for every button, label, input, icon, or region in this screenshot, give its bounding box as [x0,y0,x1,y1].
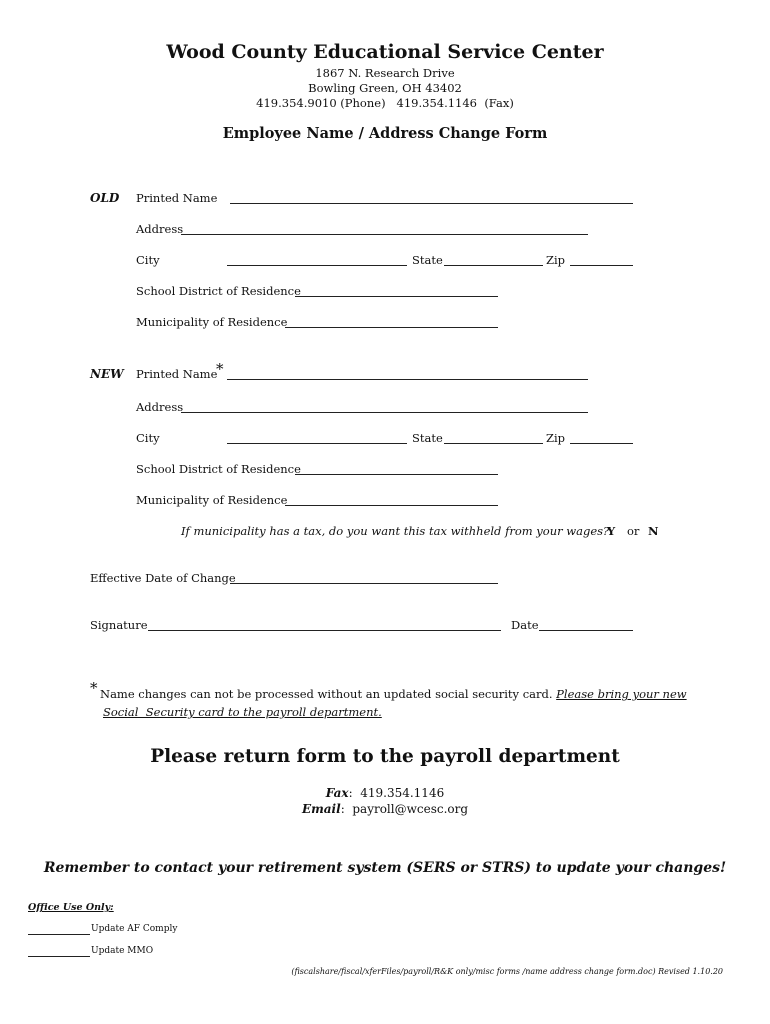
date-label: Date [511,618,539,632]
old-state-field[interactable] [444,265,543,266]
old-municipality-field[interactable] [285,327,498,328]
effective-date-field[interactable] [230,583,498,584]
old-city-field[interactable] [227,265,407,266]
old-school-district-field[interactable] [295,296,498,297]
footer-path: (fiscalshare/fiscal/xferFiles/payroll/R&K only/misc forms /name address change form.doc) Revised 1.10.20 [291,967,723,976]
return-heading: Please return form to the payroll department [150,746,620,767]
new-printed-name-label: Printed Name [136,367,218,381]
new-city-label: City [136,431,160,445]
af-comply-label: Update AF Comply [91,924,178,934]
retirement-reminder: Remember to contact your retirement system (SERS or STRS) to update your changes! [43,860,727,876]
new-municipality-label: Municipality of Residence [136,493,288,507]
new-asterisk: * [216,360,224,378]
note-underlined-2: Social Security card to the payroll department. [103,705,382,719]
mmo-field[interactable] [28,956,90,957]
new-address-label: Address [136,400,184,414]
af-comply-field[interactable] [28,934,90,935]
address-line-1: 1867 N. Research Drive [315,66,455,80]
new-state-label: State [412,431,443,445]
address-line-2: Bowling Green, OH 43402 [308,81,462,95]
new-zip-field[interactable] [570,443,633,444]
new-printed-name-field[interactable] [227,379,588,380]
tax-or-text: or [627,524,640,538]
fax-value: : 419.354.1146 [348,786,445,800]
new-city-field[interactable] [227,443,407,444]
office-use-heading: Office Use Only: [28,902,114,913]
new-school-district-label: School District of Residence [136,462,301,476]
page-title: Wood County Educational Service Center [166,41,604,63]
mmo-label: Update MMO [91,946,154,956]
old-section-label: OLD [90,191,120,205]
tax-no-option[interactable]: N [648,524,659,538]
new-address-field[interactable] [181,412,588,413]
email-value: : payroll@wcesc.org [340,802,469,816]
old-address-field[interactable] [181,234,588,235]
signature-label: Signature [90,618,148,632]
note-underlined-1: Please bring your new [556,687,687,701]
tax-question: If municipality has a tax, do you want this tax withheld from your wages? [181,524,610,538]
effective-date-label: Effective Date of Change [90,571,236,585]
email-line [0,802,770,816]
fax-line [0,786,770,800]
note-line-1 [100,685,687,703]
old-address-label: Address [136,222,184,236]
old-zip-label: Zip [546,253,566,267]
new-state-field[interactable] [444,443,543,444]
note-text: Name changes can not be processed without an updated social security card. [100,687,553,701]
old-municipality-label: Municipality of Residence [136,315,288,329]
new-zip-label: Zip [546,431,566,445]
phone-fax: 419.354.9010 (Phone) 419.354.1146 (Fax) [256,96,514,110]
tax-yes-option[interactable]: Y [607,524,616,538]
new-municipality-field[interactable] [285,505,498,506]
old-printed-name-label: Printed Name [136,191,218,205]
date-field[interactable] [539,630,633,631]
signature-field[interactable] [148,630,501,631]
email-label: Email [301,802,341,816]
note-asterisk: * [90,679,98,697]
new-section-label: NEW [90,367,124,381]
old-state-label: State [412,253,443,267]
old-printed-name-field[interactable] [230,203,633,204]
form-title: Employee Name / Address Change Form [222,125,548,142]
new-school-district-field[interactable] [295,474,498,475]
fax-label: Fax [325,786,349,800]
old-city-label: City [136,253,160,267]
old-zip-field[interactable] [570,265,633,266]
old-school-district-label: School District of Residence [136,284,301,298]
